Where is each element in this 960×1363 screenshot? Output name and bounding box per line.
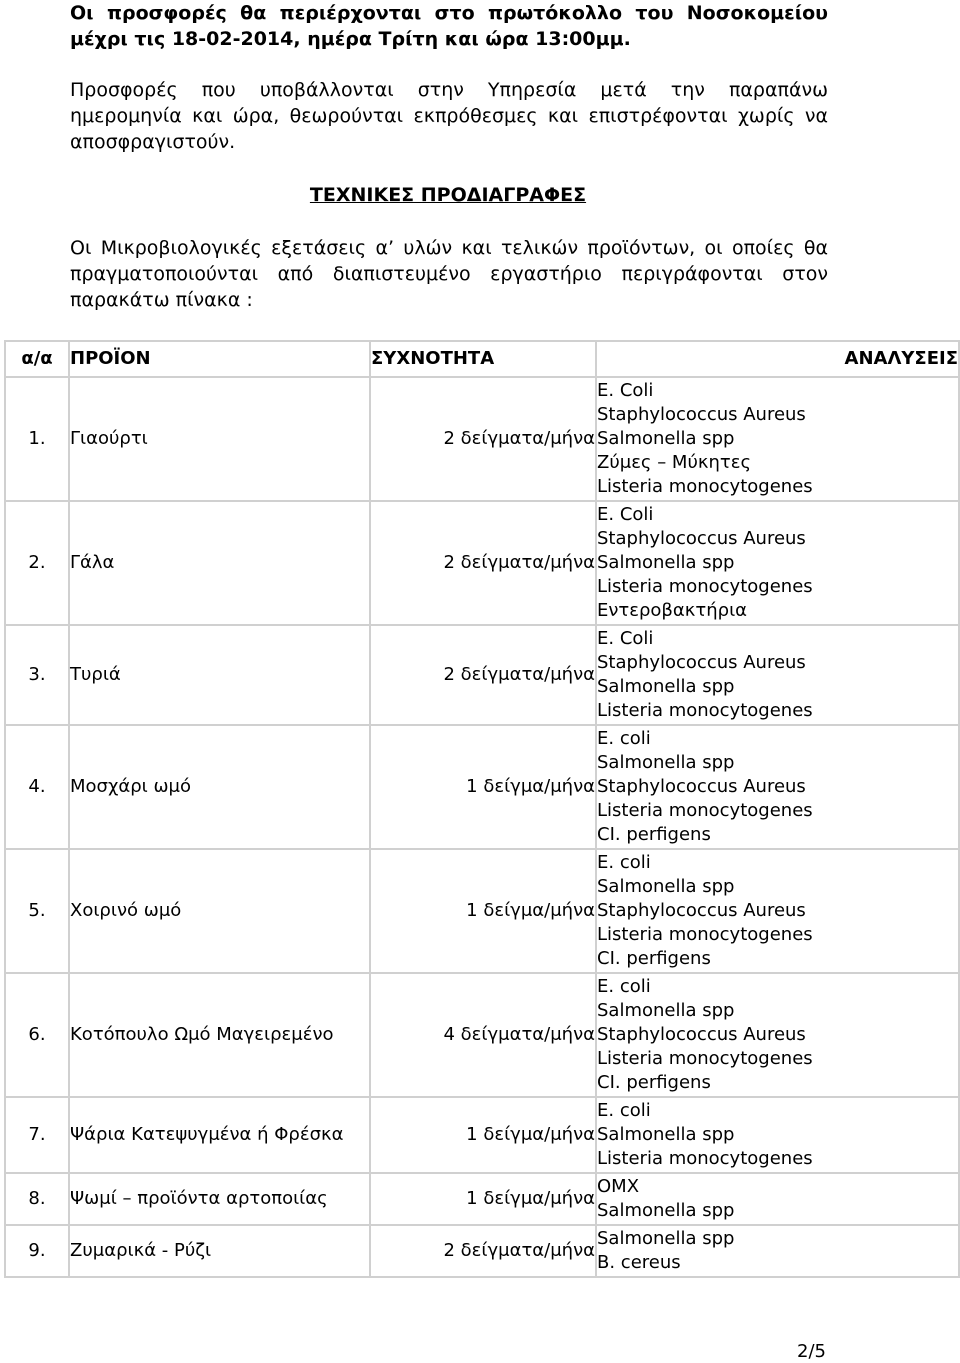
analysis-item: Listeria monocytogenes	[597, 1048, 813, 1069]
analyses-list	[596, 1225, 959, 1277]
sampling-frequency: 1 δείγμα/μήνα	[370, 725, 596, 849]
analyses-list	[596, 1173, 959, 1225]
product-name: Ψάρια Κατεψυγμένα ή Φρέσκα	[69, 1097, 370, 1173]
sampling-frequency: 2 δείγματα/μήνα	[370, 501, 596, 625]
header-analyses: ΑΝΑΛΥΣΕΙΣ	[596, 341, 959, 377]
analysis-item: Staphylococcus Aureus	[597, 1024, 806, 1045]
analysis-item: Staphylococcus Aureus	[597, 404, 806, 425]
table-row	[5, 1097, 959, 1173]
analysis-item: Staphylococcus Aureus	[597, 900, 806, 921]
analysis-item: E. Coli	[597, 380, 654, 401]
deadline-line-2: μέχρι τις 18-02-2014, ημέρα Τρίτη και ώρα 13:00μμ.	[70, 28, 631, 50]
row-number: 9.	[5, 1225, 69, 1277]
product-name: Τυριά	[69, 625, 370, 725]
table-row	[5, 625, 959, 725]
analysis-item: Salmonella spp	[597, 428, 735, 449]
analysis-item: Listeria monocytogenes	[597, 924, 813, 945]
product-name: Ψωμί – προϊόντα αρτοποιίας	[69, 1173, 370, 1225]
analysis-item: Salmonella spp	[597, 1000, 735, 1021]
header-index: α/α	[5, 341, 69, 377]
analysis-item: B. cereus	[597, 1252, 681, 1273]
product-name: Γάλα	[69, 501, 370, 625]
table-row	[5, 973, 959, 1097]
table-row	[5, 849, 959, 973]
analysis-item: Listeria monocytogenes	[597, 700, 813, 721]
row-number: 1.	[5, 377, 69, 501]
row-number: 5.	[5, 849, 69, 973]
sampling-frequency: 2 δείγματα/μήνα	[370, 1225, 596, 1277]
header-product: ΠΡΟΪΟΝ	[69, 341, 370, 377]
analysis-item: E. Coli	[597, 504, 654, 525]
analysis-item: Ζύμες – Μύκητες	[597, 452, 752, 473]
description-paragraph	[70, 235, 828, 313]
analysis-item: Staphylococcus Aureus	[597, 652, 806, 673]
row-number: 8.	[5, 1173, 69, 1225]
late-offers-line-3: αποσφραγιστούν.	[70, 131, 236, 153]
analysis-item: Εντεροβακτήρια	[597, 600, 748, 621]
analysis-item: Salmonella spp	[597, 1200, 735, 1221]
table-body	[5, 377, 959, 1277]
analysis-item: E. coli	[597, 728, 651, 749]
product-name: Μοσχάρι ωμό	[69, 725, 370, 849]
specifications-table	[4, 340, 960, 1278]
description-line-3: παρακάτω πίνακα :	[70, 289, 253, 311]
analysis-item: Salmonella spp	[597, 1228, 735, 1249]
analysis-item: E. coli	[597, 852, 651, 873]
analysis-item: Salmonella spp	[597, 676, 735, 697]
analysis-item: E. coli	[597, 976, 651, 997]
sampling-frequency: 1 δείγμα/μήνα	[370, 1097, 596, 1173]
section-heading: ΤΕΧΝΙΚΕΣ ΠΡΟΔΙΑΓΡΑΦΕΣ	[309, 184, 587, 206]
analyses-list	[596, 625, 959, 725]
analysis-item: OMX	[597, 1176, 640, 1197]
analysis-item: Salmonella spp	[597, 876, 735, 897]
analysis-item: Staphylococcus Aureus	[597, 776, 806, 797]
table-row	[5, 501, 959, 625]
product-name: Κοτόπουλο Ωμό Μαγειρεμένο	[69, 973, 370, 1097]
analysis-item: Listeria monocytogenes	[597, 1148, 813, 1169]
analysis-item: Listeria monocytogenes	[597, 476, 813, 497]
sampling-frequency: 2 δείγματα/μήνα	[370, 625, 596, 725]
deadline-line-1: Οι προσφορές θα περιέρχονται στο πρωτόκολλο του Νοσοκομείου	[70, 2, 828, 24]
sampling-frequency: 1 δείγμα/μήνα	[370, 849, 596, 973]
analyses-list	[596, 501, 959, 625]
submission-deadline-paragraph	[70, 0, 828, 52]
analysis-item: Salmonella spp	[597, 752, 735, 773]
row-number: 6.	[5, 973, 69, 1097]
analysis-item: E. coli	[597, 1100, 651, 1121]
table-row	[5, 725, 959, 849]
analysis-item: Salmonella spp	[597, 1124, 735, 1145]
row-number: 4.	[5, 725, 69, 849]
analysis-item: Listeria monocytogenes	[597, 800, 813, 821]
analyses-list	[596, 1097, 959, 1173]
row-number: 2.	[5, 501, 69, 625]
late-offers-line-1: Προσφορές που υποβάλλονται στην Υπηρεσία μετά την παραπάνω	[70, 79, 828, 101]
analysis-item: Listeria monocytogenes	[597, 576, 813, 597]
analysis-item: E. Coli	[597, 628, 654, 649]
table-header-row	[5, 341, 959, 377]
analyses-list	[596, 725, 959, 849]
sampling-frequency: 2 δείγματα/μήνα	[370, 377, 596, 501]
late-offers-line-2: ημερομηνία και ώρα, θεωρούνται εκπρόθεσμες και επιστρέφονται χωρίς να	[70, 105, 828, 127]
analyses-list	[596, 377, 959, 501]
analysis-item: CI. perfigens	[597, 1072, 711, 1093]
table-row	[5, 1173, 959, 1225]
late-offers-paragraph	[70, 77, 828, 155]
table-row	[5, 1225, 959, 1277]
row-number: 3.	[5, 625, 69, 725]
analysis-item: CI. perfigens	[597, 824, 711, 845]
sampling-frequency: 1 δείγμα/μήνα	[370, 1173, 596, 1225]
product-name: Γιαούρτι	[69, 377, 370, 501]
analysis-item: Salmonella spp	[597, 552, 735, 573]
description-line-2: πραγματοποιούνται από διαπιστευμένο εργαστήριο περιγράφονται στον	[70, 263, 828, 285]
description-line-1: Οι Μικροβιολογικές εξετάσεις α’ υλών και τελικών προϊόντων, οι οποίες θα	[70, 237, 828, 259]
page-number: 2/5	[797, 1341, 826, 1362]
table-row	[5, 377, 959, 501]
product-name: Ζυμαρικά - Ρύζι	[69, 1225, 370, 1277]
sampling-frequency: 4 δείγματα/μήνα	[370, 973, 596, 1097]
row-number: 7.	[5, 1097, 69, 1173]
header-frequency: ΣΥΧΝΟΤΗΤΑ	[370, 341, 596, 377]
analyses-list	[596, 849, 959, 973]
analysis-item: CI. perfigens	[597, 948, 711, 969]
analyses-list	[596, 973, 959, 1097]
analysis-item: Staphylococcus Aureus	[597, 528, 806, 549]
product-name: Χοιρινό ωμό	[69, 849, 370, 973]
